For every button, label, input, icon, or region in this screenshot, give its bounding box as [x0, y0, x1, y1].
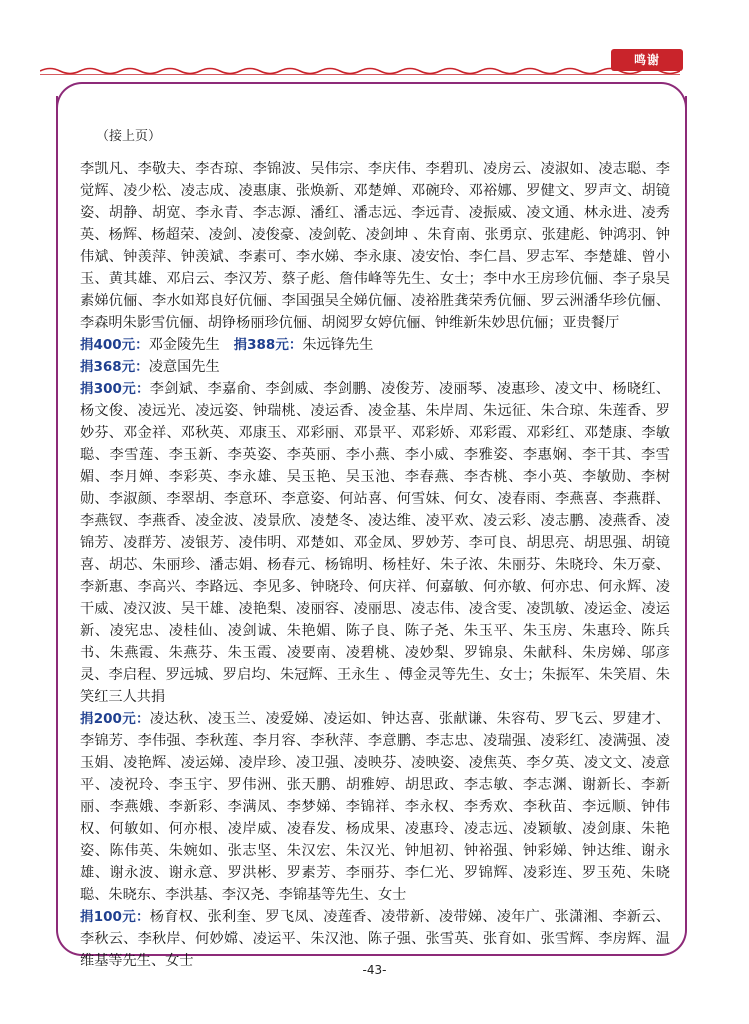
- donors-intro: 李凯凡、李敬夫、李杏琼、李锦波、吴伟宗、李庆伟、李碧玑、凌房云、凌淑如、凌志聪、李觉辉、凌少松、凌志成、凌惠康、张焕新、邓楚婵、邓碗玲、邓裕娜、罗健文、罗声文、胡镜姿、胡静、胡宽、李永青、李志源、潘红、潘志远、李远青、凌振威、凌文通、林永进、凌秀英、杨辉、杨超荣、凌剑、凌俊豪、凌剑乾、凌剑坤 、朱育南、张勇京、张建彪、钟鸿羽、钟伟斌、钟羡萍、钟羡斌、李素可、李水娣、李永康、凌安怡、李仁昌、罗志军、李楚雄、曾小玉、黄其雄、邓启云、李汉芳、蔡子彪、詹伟峰等先生、女士；李中水王房珍伉俪、李子泉吴素娣伉俪、李水如郑良好伉俪、李国强吴全娣伉俪、凌裕胜龚荣秀伉俪、罗云洲潘华珍伉俪、李森明朱影雪伉俪、胡铮杨丽珍伉俪、胡阅罗女婷伉俪、钟维新朱妙思伉俪；亚贵餐厅: [80, 161, 670, 331]
- tier-400-388: [80, 334, 670, 356]
- tier-amount: 捐400元：: [80, 337, 149, 353]
- tier-300: [80, 378, 670, 708]
- tier-names: 邓金陵先生: [148, 337, 220, 353]
- donor-list: [80, 126, 670, 972]
- tier-amount: 捐100元：: [80, 909, 150, 925]
- tier-200: [80, 708, 670, 906]
- tier-names: 凌达秋、凌玉兰、凌爱娣、凌运如、钟达喜、张献谦、朱容苟、罗飞云、罗建才、李锦芳、李伟强、李秋莲、李月容、李秋萍、李意鹏、李志忠、凌瑞强、凌彩红、凌满强、凌玉娟、凌艳辉、凌运娣、凌岸珍、凌卫强、凌映芬、凌映姿、凌焦英、李夕英、凌文文、凌意平、凌祝玲、李玉宇、罗伟洲、张天鹏、胡雅婷、胡思政、李志敏、李志渊、谢新长、李新丽、李燕娥、李新彩、李满凤、李梦娣、李锦祥、李永权、李秀欢、李秋苗、李远顺、钟伟权、何敏如、何亦根、凌岸威、凌春发、杨成果、凌惠玲、凌志远、凌颖敏、凌剑康、朱艳姿、陈伟英、朱婉如、张志坚、朱汉宏、朱汉光、钟旭初、钟裕强、钟彩娣、钟达维、谢永雄、谢永波、谢永意、罗洪彬、罗素芳、李丽芬、李仁光、罗锦辉、凌彩连、罗玉苑、朱晓聪、朱晓东、李洪基、李汉尧、李锦基等先生、女士: [80, 711, 670, 903]
- section-badge: 鸣谢: [611, 49, 683, 71]
- tier-amount: 捐368元：: [80, 359, 149, 375]
- decorative-wave-rule: [40, 66, 680, 76]
- tier-amount: 捐300元：: [80, 381, 150, 397]
- tier-names: 凌意国先生: [148, 359, 220, 375]
- page-number: -43-: [362, 963, 387, 977]
- tier-amount: 捐388元：: [233, 337, 303, 353]
- tier-names: 李剑斌、李嘉俞、李剑威、李剑鹏、凌俊芳、凌丽琴、凌惠珍、凌文中、杨晓红、杨文俊、凌远光、凌远姿、钟瑞桃、凌运香、凌金基、朱岸周、朱远征、朱合琼、朱莲香、罗妙芬、邓金祥、邓秋英、邓康玉、邓彩丽、邓景平、邓彩娇、邓彩霞、邓彩红、邓楚康、李敏聪、李雪莲、李玉新、李英姿、李英丽、李小燕、李小威、李雅姿、李惠娴、李干其、李雪媚、李月婵、李彩英、李永雄、吴玉艳、吴玉池、李春燕、李杏桃、李小英、李敏勋、李树勋、李淑颜、李翠胡、李意环、李意姿、何站喜、何雪妹、何女、凌春雨、李燕喜、李燕群、李燕钗、李燕香、凌金波、凌景欣、凌楚冬、凌达维、凌平欢、凌云彩、凌志鹏、凌燕香、凌锦芳、凌群芳、凌银芳、凌伟明、邓楚如、邓金凤、罗妙芳、李可良、胡思亮、胡思强、胡镜喜、胡芯、朱丽珍、潘志娟、杨春元、杨锦明、杨桂好、朱子浓、朱丽芬、朱晓玲、朱万豪、李新惠、李高兴、李路远、李见多、钟晓玲、何庆祥、何嘉敏、何亦敏、何亦忠、何永辉、凌干威、凌汉波、吴干雄、凌艳梨、凌丽容、凌丽思、凌志伟、凌含雯、凌凯敏、凌运金、凌运新、凌宪忠、凌桂仙、凌剑诚、朱艳媚、陈子良、陈子尧、朱玉平、朱玉房、朱惠玲、陈兵书、朱燕霞、朱燕芬、朱玉霞、凌要南、凌碧桃、凌妙梨、罗锦泉、朱献科、朱房娣、邬彦灵、李启程、罗远城、罗启均、朱冠辉、王永生 、傅金灵等先生、女士；朱振军、朱笑眉、朱笑红三人共捐: [80, 381, 670, 705]
- tier-368: [80, 356, 670, 378]
- continued-label: （接上页）: [96, 129, 162, 144]
- tier-names: 杨育权、张利奎、罗飞凤、凌莲香、凌带新、凌带娣、凌年广、张潇湘、李新云、李秋云、李秋岸、何妙嫦、凌运平、朱汉池、陈子强、张雪英、张育如、张雪辉、李房辉、温维基等先生、女士: [80, 909, 670, 969]
- tier-amount: 捐200元：: [80, 711, 150, 727]
- tier-names: 朱远锋先生: [302, 337, 374, 353]
